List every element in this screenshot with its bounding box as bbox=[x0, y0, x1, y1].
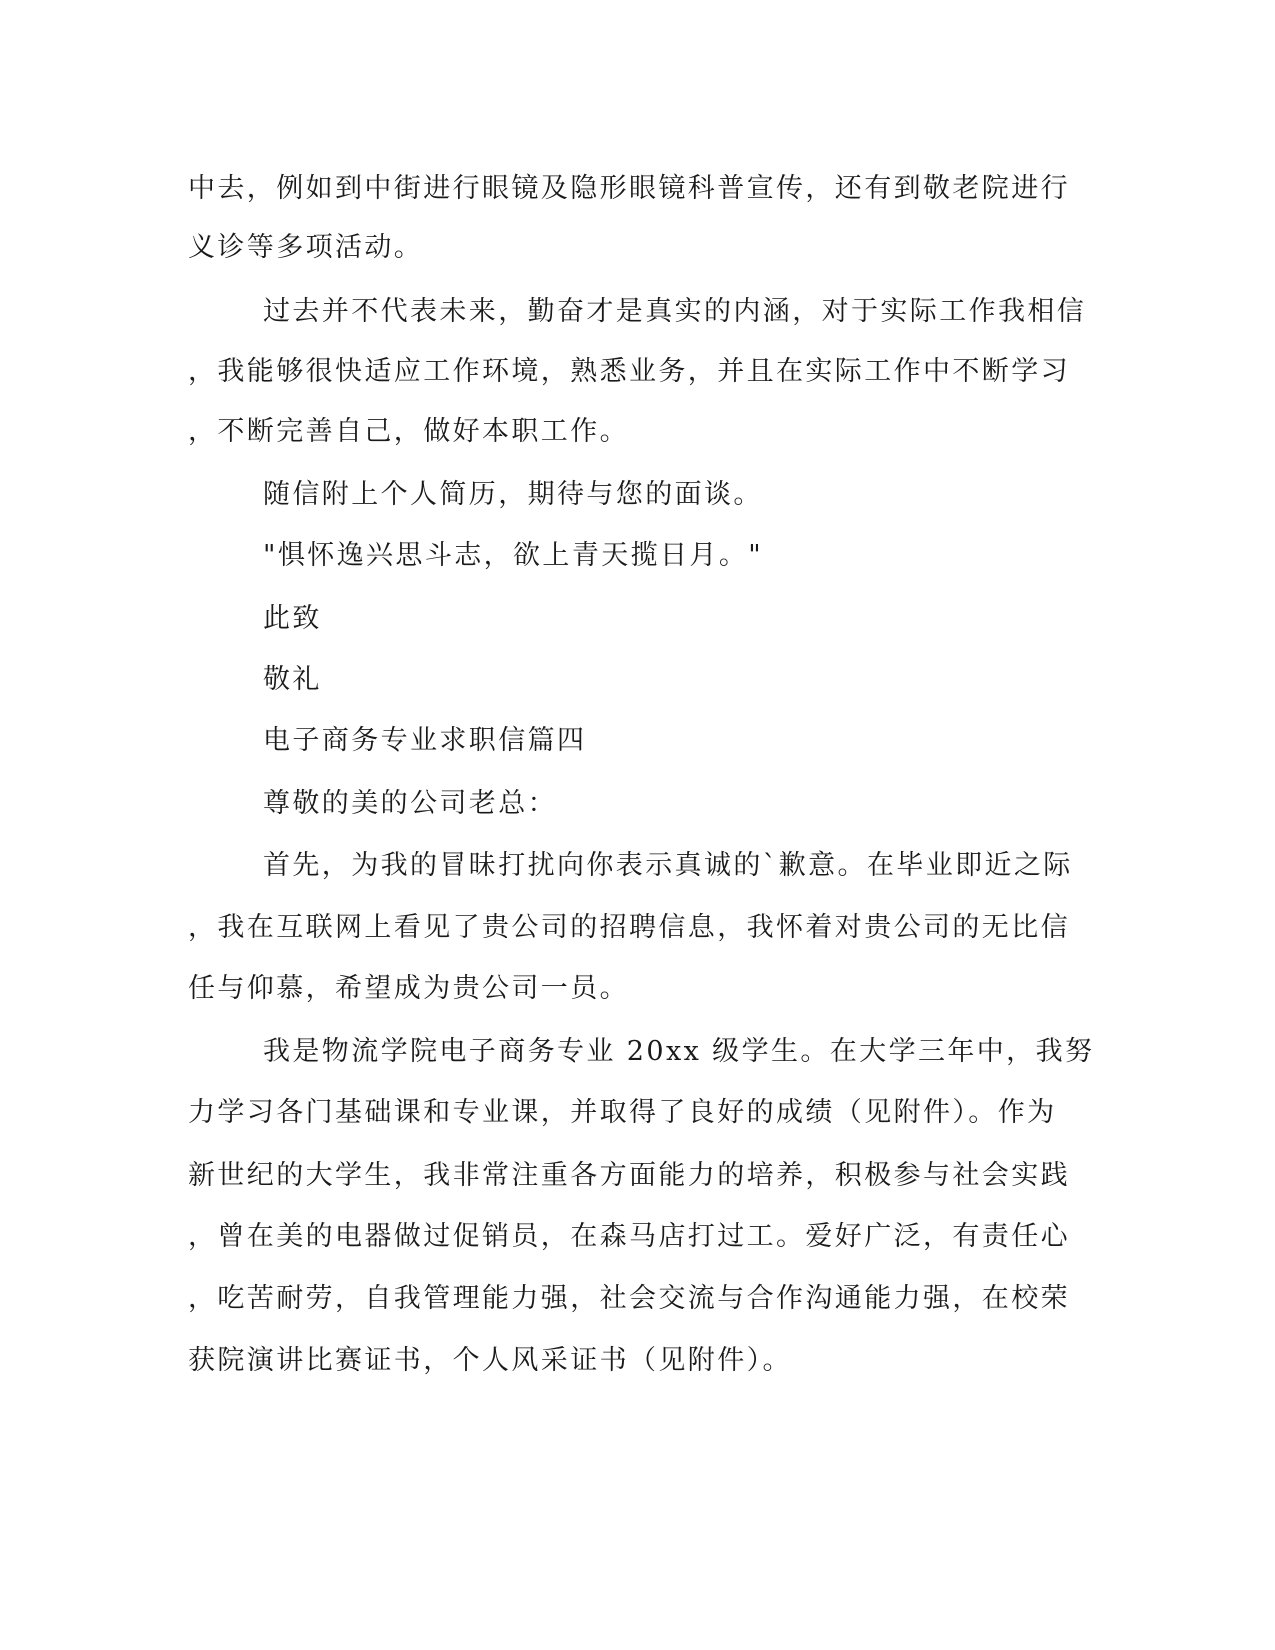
closing-line: 此致 bbox=[263, 603, 322, 634]
paragraph-line: ，不断完善自己，做好本职工作。 bbox=[188, 416, 629, 447]
paragraph-line: 首先，为我的冒昧打扰向你表示真诚的`歉意。在毕业即近之际 bbox=[263, 850, 1073, 881]
paragraph-line: 过去并不代表未来，勤奋才是真实的内涵，对于实际工作我相信 bbox=[263, 296, 1087, 327]
paragraph-line: ，我在互联网上看见了贵公司的招聘信息，我怀着对贵公司的无比信 bbox=[188, 912, 1070, 943]
paragraph-line: ，吃苦耐劳，自我管理能力强，社会交流与合作沟通能力强，在校荣 bbox=[188, 1283, 1070, 1314]
paragraph-line: 我是物流学院电子商务专业 20xx 级学生。在大学三年中，我努 bbox=[263, 1036, 1095, 1067]
salutation: 尊敬的美的公司老总： bbox=[263, 788, 557, 819]
paragraph-line: 义诊等多项活动。 bbox=[188, 232, 424, 263]
closing-line: 敬礼 bbox=[263, 664, 322, 695]
paragraph-line: ，曾在美的电器做过促销员，在森马店打过工。爱好广泛，有责任心 bbox=[188, 1221, 1070, 1252]
paragraph-line: 中去，例如到中街进行眼镜及隐形眼镜科普宣传，还有到敬老院进行 bbox=[188, 173, 1070, 204]
paragraph-line: ，我能够很快适应工作环境，熟悉业务，并且在实际工作中不断学习 bbox=[188, 356, 1070, 387]
paragraph-line: 随信附上个人简历，期待与您的面谈。 bbox=[263, 479, 763, 510]
section-title: 电子商务专业求职信篇四 bbox=[263, 725, 587, 756]
paragraph-line: 获院演讲比赛证书，个人风采证书（见附件）。 bbox=[188, 1345, 792, 1376]
paragraph-line: 力学习各门基础课和专业课，并取得了良好的成绩（见附件）。作为 bbox=[188, 1097, 1057, 1128]
quote-line: "惧怀逸兴思斗志，欲上青天揽日月。" bbox=[263, 540, 764, 571]
paragraph-line: 新世纪的大学生，我非常注重各方面能力的培养，积极参与社会实践 bbox=[188, 1160, 1070, 1191]
paragraph-line: 任与仰慕，希望成为贵公司一员。 bbox=[188, 973, 629, 1004]
